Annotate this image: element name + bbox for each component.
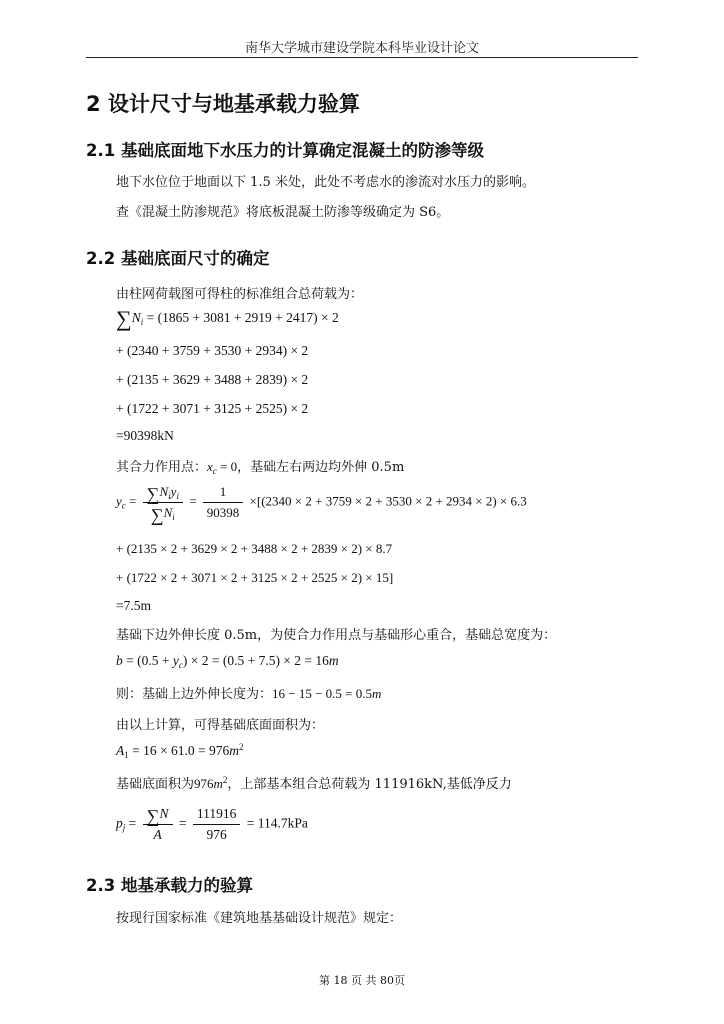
equation-line: + (2340 + 3759 + 3530 + 2934) × 2 [116,343,309,358]
equation-line: + (1722 × 2 + 3071 × 2 + 3125 × 2 + 2525 × 2) × 15] [116,570,394,585]
equation-b: $b = (0.5 + y_c) \times 2 = (0.5 + 7.5) \times 2 = 16m$ [116,653,339,670]
page-footer: 第 18 页 共 80页 [319,974,405,987]
fraction-sum-n-over-a: $\frac{\sum N}{A}$ [143,806,173,843]
header-rule [86,57,638,58]
paragraph: 基础下边外伸长度 0.5m，为使合力作用点与基础形心重合，基础总宽度为： [116,628,557,643]
fraction-one-over-total: $\frac{1}{90398}$ [203,484,244,521]
paragraph: 由柱网荷载图可得柱的标准组合总荷载为： [116,287,364,302]
paragraph: 由以上计算，可得基础底面面积为： [116,718,325,733]
area-paragraph: 基础底面积为$976m^2$，上部基本组合总荷载为 111916kN,基低净反力 [116,775,512,792]
equation-line: + (2135 × 2 + 3629 × 2 + 3488 × 2 + 2839 × 2) × 8.7 [116,541,393,556]
equation-line: + (2135 + 3629 + 3488 + 2839) × 2 [116,372,309,387]
equation-yc: $y_c$ = $\frac{\sum N_iy_i}{\sum N_i}$ = $\frac{1}{90398}$ ×[(2340 × 2 + 3759 × 2 + 3530 × 2 + 2934 × 2) × 6.3 [116,484,527,525]
equation-result: =7.5m [116,598,151,613]
equation-pj: $p_j$ = $\frac{\sum N}{A}$ = $\frac{111916}{976}$ = 114.7kPa [116,806,308,842]
fraction-sum-nyi-over-sum-ni: $\frac{\sum N_iy_i}{\sum N_i}$ [143,484,183,521]
subsection-2-2-title: 2.2 基础底面尺寸的确定 [86,249,270,268]
section-title: 2 设计尺寸与地基承载力验算 [86,92,360,116]
subsection-2-3-title: 2.3 地基承载力的验算 [86,876,253,895]
fraction-pj-values: $\frac{111916}{976}$ [193,806,241,843]
subsection-2-1-title: 2.1 基础底面地下水压力的计算确定混凝土的防渗等级 [86,141,484,160]
equation-area: $A_1 = 16 \times 61.0 = 976m^2$ [116,742,244,760]
top-extension-paragraph: 则：基础上边外伸长度为：16 − 15 − 0.5 = 0.5m [116,686,382,702]
equation-sum-n: $\sum N_i = (1865 + 3081 + 2919 + 2417) \times 2$ [116,306,339,331]
equation-line: + (1722 + 3071 + 3125 + 2525) × 2 [116,401,309,416]
paragraph: 按现行国家标准《建筑地基基础设计规范》规定： [116,911,403,926]
running-header: 南华大学城市建设学院本科毕业设计论文 [244,41,479,56]
centroid-paragraph: 其合力作用点：$x_c = 0$，基础左右两边均外伸 0.5m [116,459,405,476]
paragraph: 查《混凝土防渗规范》将底板混凝土防渗等级确定为 S6。 [116,205,450,220]
equation-result: =90398kN [116,428,174,443]
paragraph: 地下水位位于地面以下 1.5 米处，此处不考虑水的渗流对水压力的影响。 [116,175,535,190]
